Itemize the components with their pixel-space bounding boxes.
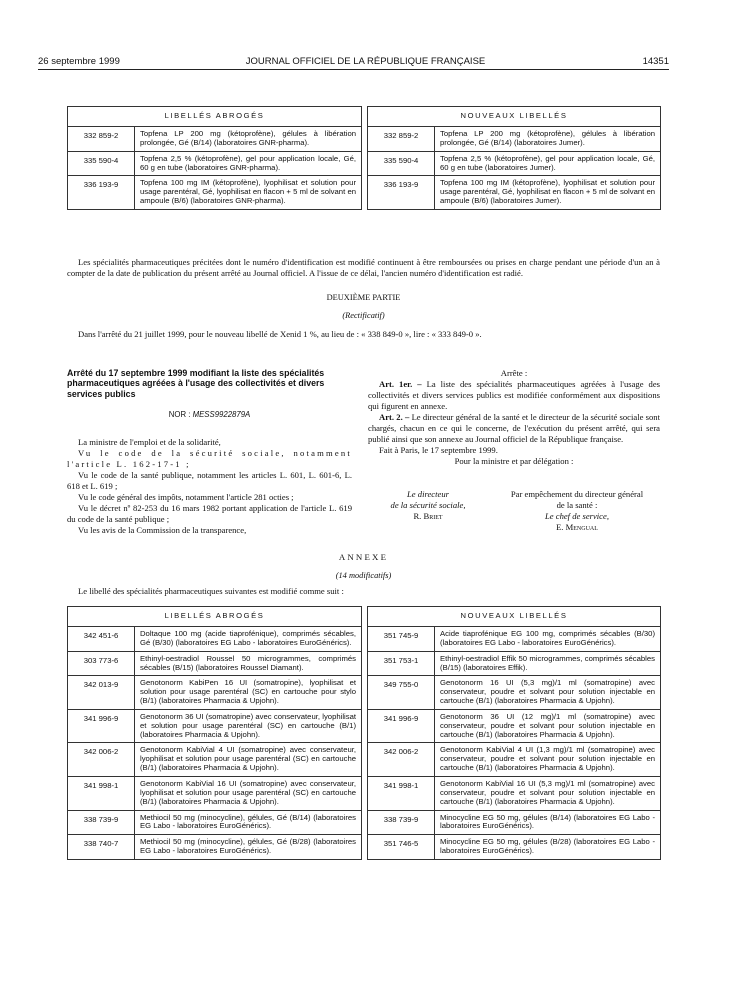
old-code-cell: 342 006-2 [68,743,135,777]
table-row [68,776,661,810]
old-label-cell: Methiocil 50 mg (minocycline), gélules, Gé (B/14) (laboratoires EG Labo - laboratoires EuroGénérics). [135,810,362,835]
visa-decret: Vu le décret nº 82-253 du 16 mars 1982 portant application de l'article L. 619 du code de la santé publique ; [67,503,352,524]
table-row [68,151,661,176]
part-heading: DEUXIÈME PARTIE [326,293,401,302]
articles-column [368,368,660,467]
sig-right-title: Le chef de service, [545,511,609,521]
sig-left-office: de la sécurité sociale, [390,500,466,510]
new-label-cell: Genotonorm KabiVial 16 UI (5,3 mg)/1 ml (somatropine) avec conservateur, poudre et solvant pour solution injectable en cartouche (B/1) (laboratoires Pharmacia & Upjohn). [435,776,661,810]
visas-column [67,437,352,536]
page-number: 14351 [642,56,669,67]
old-code-cell: 338 740-7 [68,835,135,860]
old-code-cell: 335 590-4 [68,151,135,176]
visa-cgi: Vu le code général des impôts, notamment l'article 281 octies ; [78,492,294,502]
article-1-text: La liste des spécialités pharmaceutiques agréées à l'usage des collectivités et divers services publics est modifiée conformément aux dispositions qui figurent en annexe. [368,379,660,411]
old-code-cell: 336 193-9 [68,176,135,210]
table-row [68,743,661,777]
new-code-cell: 335 590-4 [368,151,435,176]
nor-reference [67,410,352,419]
nor-code: MESS9922879A [192,410,251,419]
annexe-intro: Le libellé des spécialités pharmaceutiques suivantes est modifié comme suit : [78,586,344,596]
header-date: 26 septembre 1999 [38,56,120,67]
nor-label: NOR : [168,410,191,419]
table-body [68,127,661,210]
minister-line: La ministre de l'emploi et de la solidarité, [78,437,221,447]
signature-right [492,489,662,533]
arrete-word: Arrête : [500,368,528,378]
new-code-cell: 351 753-1 [368,651,435,676]
renumbering-table [67,106,661,210]
article-1-label: Art. 1er. – [379,379,422,389]
old-label-cell: Doltaque 100 mg (acide tiaprofénique), comprimés sécables, Gé (B/30) (laboratoires EG Labo - laboratoires EuroGénérics). [135,627,362,652]
old-code-cell: 338 739-9 [68,810,135,835]
header-rule [38,69,669,70]
old-label-cell: Genotonorm KabiPen 16 UI (somatropine), lyophilisat et solution pour usage parentéral (SC) en cartouche pour stylo (B/1) (laboratoires Pharmacia & Upjohn). [135,676,362,710]
header-nouveaux-libelles: NOUVEAUX LIBELLÉS [368,607,661,627]
annexe-title: ANNEXE [338,552,389,562]
table-row [68,709,661,743]
new-label-cell: Genotonorm 16 UI (5,3 mg)/1 ml (somatropine) avec conservateur, poudre et solvant pour solution injectable en cartouche (B/1) (laboratoires Pharmacia & Upjohn). [435,676,661,710]
sig-right-name: E. Mengual [556,522,598,532]
new-code-cell: 342 006-2 [368,743,435,777]
article-1 [368,379,660,412]
header-nouveaux-libelles: NOUVEAUX LIBELLÉS [368,107,661,127]
visa-csp: Vu le code de la santé publique, notamment les articles L. 601, L. 601-6, L. 618 et L. 619 ; [67,470,352,491]
old-code-cell: 341 996-9 [68,709,135,743]
old-label-cell: Topfena 100 mg IM (kétoprofène), lyophilisat et solution pour usage parentéral, Gé, lyophilisat en flacon + 5 ml de solvant en ampoule (B/6) (laboratoires GNR-pharma). [135,176,362,210]
header-libelles-abroges: LIBELLÉS ABROGÉS [68,607,362,627]
journal-title: JOURNAL OFFICIEL DE LA RÉPUBLIQUE FRANÇAISE [245,56,486,67]
old-label-cell: Methiocil 50 mg (minocycline), gélules, Gé (B/28) (laboratoires EG Labo - laboratoires EuroGénérics). [135,835,362,860]
sig-right-line2: de la santé : [556,500,598,510]
table-row [68,127,661,152]
new-code-cell: 338 739-9 [368,810,435,835]
rectificatif-text: Dans l'arrêté du 21 juillet 1999, pour le nouveau libellé de Xenid 1 %, au lieu de : « 338 849-0 », lire : « 333 849-0 ». [78,329,482,339]
table-row [68,676,661,710]
article-2 [368,412,660,445]
annexe-count: (14 modificatifs) [335,571,392,580]
new-label-cell: Ethinyl-oestradiol Effik 50 microgrammes, comprimés sécables (B/15) (laboratoires Effik). [435,651,661,676]
table-row [68,810,661,835]
rectificatif-heading: (Rectificatif) [342,311,385,320]
visa-css: Vu le code de la sécurité sociale, notamment l'article L. 162-17-1 ; [67,448,352,469]
fait-line: Fait à Paris, le 17 septembre 1999. [379,445,498,455]
old-code-cell: 342 451-6 [68,627,135,652]
table-row [68,651,661,676]
header-libelles-abroges: LIBELLÉS ABROGÉS [68,107,362,127]
new-label-cell: Genotonorm 36 UI (12 mg)/1 ml (somatropine) avec conservateur, poudre et solvant pour solution injectable en cartouche (B/1) (laboratoires Pharmacia & Upjohn). [435,709,661,743]
table-body [68,627,661,860]
old-label-cell: Genotonorm KabiVial 4 UI (somatropine) avec conservateur, lyophilisat et solution pour usage parentéral (SC) en cartouche (B/1) (laboratoires Pharmacia & Upjohn). [135,743,362,777]
annexe-table [67,606,661,860]
new-code-cell: 336 193-9 [368,176,435,210]
old-code-cell: 342 013-9 [68,676,135,710]
old-code-cell: 332 859-2 [68,127,135,152]
renumbering-note: Les spécialités pharmaceutiques précitées dont le numéro d'identification est modifié continuent à être remboursées ou prises en charge pendant une période d'un an à compter de la date de publication du présent arrêté au Journal officiel. A l'issue de ce délai, l'ancien numéro d'identification est radié. [67,257,660,278]
new-code-cell: 349 755-0 [368,676,435,710]
sig-left-name: R. Briet [413,511,443,521]
delegation-line: Pour la ministre et par délégation : [454,456,574,466]
old-code-cell: 303 773-6 [68,651,135,676]
new-code-cell: 341 996-9 [368,709,435,743]
new-code-cell: 351 746-5 [368,835,435,860]
old-label-cell: Genotonorm 36 UI (somatropine) avec conservateur, lyophilisat et solution pour usage parentéral (SC) en cartouche (B/1) (laboratoires Pharmacia & Upjohn). [135,709,362,743]
article-2-label: Art. 2. – [379,412,410,422]
table-row [68,835,661,860]
table-row [68,627,661,652]
new-label-cell: Minocycline EG 50 mg, gélules (B/14) (laboratoires EG Labo - laboratoires EuroGénérics). [435,810,661,835]
new-code-cell: 341 998-1 [368,776,435,810]
sig-right-line1: Par empêchement du directeur général [510,489,644,499]
old-label-cell: Topfena LP 200 mg (kétoprofène), gélules à libération prolongée, Gé (B/14) (laboratoires GNR-pharma). [135,127,362,152]
arrete-title: Arrêté du 17 septembre 1999 modifiant la liste des spécialités pharmaceutiques agréées à l'usage des collectivités et divers services publics [67,368,325,399]
new-label-cell: Genotonorm KabiVial 4 UI (1,3 mg)/1 ml (somatropine) avec conservateur, poudre et solvant pour solution injectable en cartouche (B/1) (laboratoires Pharmacia & Upjohn). [435,743,661,777]
table-row [68,176,661,210]
new-label-cell: Topfena 2,5 % (kétoprofène), gel pour application locale, Gé, 60 g en tube (laboratoires Jumer). [435,151,661,176]
new-code-cell: 351 745-9 [368,627,435,652]
signature-left [368,489,488,522]
old-label-cell: Genotonorm KabiVial 16 UI (somatropine) avec conservateur, lyophilisat et solution pour usage parentéral (SC) en cartouche (B/1) (laboratoires Pharmacia & Upjohn). [135,776,362,810]
new-label-cell: Topfena 100 mg IM (kétoprofène), lyophilisat et solution pour usage parentéral, Gé, lyophilisat en flacon + 5 ml de solvant en ampoule (B/6) (laboratoires Jumer). [435,176,661,210]
old-label-cell: Ethinyl-oestradiol Roussel 50 microgrammes, comprimés sécables (B/15) (laboratoires Roussel Diamant). [135,651,362,676]
new-code-cell: 332 859-2 [368,127,435,152]
sig-left-title: Le directeur [407,489,449,499]
visa-commission: Vu les avis de la Commission de la transparence, [78,525,247,535]
new-label-cell: Acide tiaprofénique EG 100 mg, comprimés sécables (B/30) (laboratoires EG Labo - laboratoires EuroGénérics). [435,627,661,652]
old-label-cell: Topfena 2,5 % (kétoprofène), gel pour application locale, Gé, 60 g en tube (laboratoires GNR-pharma). [135,151,362,176]
article-2-text: Le directeur général de la santé et le directeur de la sécurité sociale sont chargés, chacun en ce qui le concerne, de l'exécution du présent arrêté, qui sera publié ainsi que son annexe au Journal officiel de la République française. [368,412,660,444]
old-code-cell: 341 998-1 [68,776,135,810]
new-label-cell: Minocycline EG 50 mg, gélules (B/28) (laboratoires EG Labo - laboratoires EuroGénérics). [435,835,661,860]
new-label-cell: Topfena LP 200 mg (kétoprofène), gélules à libération prolongée, Gé (B/14) (laboratoires Jumer). [435,127,661,152]
